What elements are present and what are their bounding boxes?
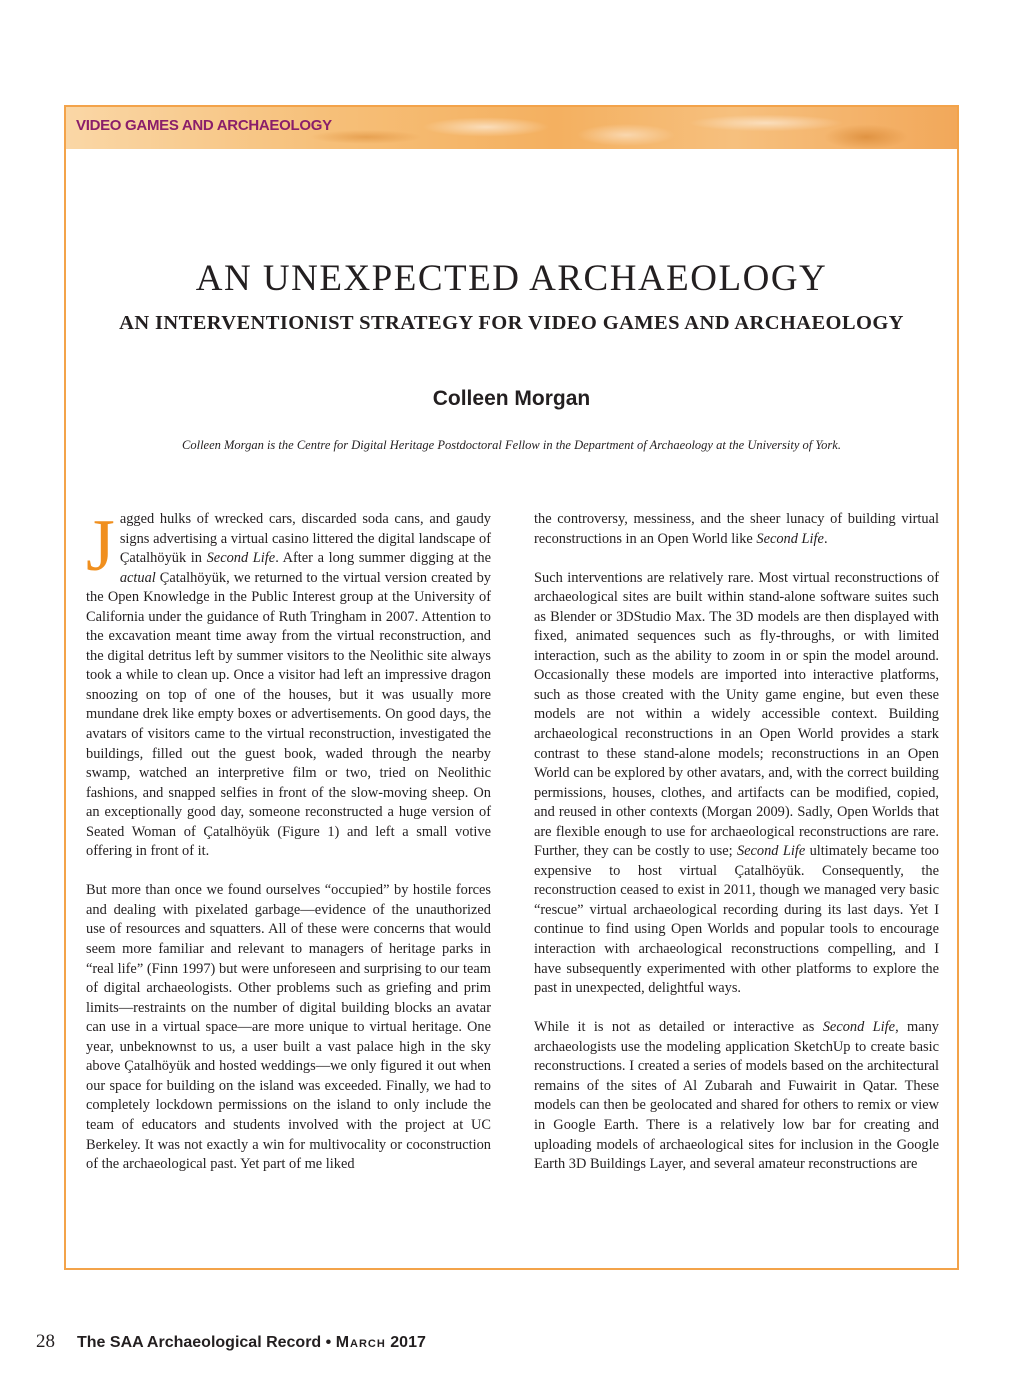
paragraph-5: While it is not as detailed or interactive as Second Life, many archaeologists use the modeling application SketchUp to create basic reconstructions. I created a series of models based on the architectural remains of the sites of Al Zubarah and Fuwairit in Qatar. These models can then be geolocated and shared for others to remix or view in Google Earth. There is a relatively low bar for creating and uploading models of archaeological sites for inclusion in the Google Earth 3D Buildings Layer, and several amateur reconstructions are: [534, 1019, 940, 1173]
paragraph-3: the controversy, messiness, and the sheer lunacy of building virtual reconstructions in an Open World like Second Life.: [534, 511, 939, 547]
body-column-left: [86, 505, 491, 1175]
section-banner: [66, 107, 957, 149]
issue-year: 2017: [390, 1334, 426, 1351]
paragraph-4: Such interventions are relatively rare. Most virtual reconstructions of archaeological sites are built within stand-alone software suites such as Blender or 3DStudio Max. The 3D models are then displayed with fixed, animated sequences such as fly-throughs, or with limited interaction, such as the ability to zoom in or spin the model around. Occasionally these models are imported into interactive platforms, such as those created with the Unity game engine, but even these models are not within a widely accessible context. Building archaeological reconstructions in an Open World provides a stark contrast to these stand-alone models; reconstructions in an Open World can be explored by other avatars, and, with the correct building permissions, houses, clothes, and artifacts can be modified, copied, and reused in other contexts (Morgan 2009). Sadly, Open Worlds that are flexible enough to use for archaeological reconstructions are rare. Further, they can be costly to use; Second Life ultimately became too expensive to host virtual Çatalhöyük. Consequently, the reconstruction ceased to exist in 2011, though we managed very basic “rescue” virtual archaeological recording during its last days. Yet I continue to find using Open Worlds and popular tools to encourage interaction with archaeological reconstructions compelling, and I have subsequently experimented with other platforms to explore the past in unexpected, delightful ways.: [534, 569, 939, 997]
body-column-right: [534, 510, 939, 1175]
footer-bullet: •: [325, 1334, 332, 1351]
page-footer: [36, 1331, 426, 1353]
author-name: Colleen Morgan: [432, 387, 591, 410]
drop-cap: J: [86, 505, 115, 587]
paragraph-2: But more than once we found ourselves “occupied” by hostile forces and dealing with pixelated garbage—evidence of the unauthorized use of resources and squatters. All of these were concerns that would seem more familiar and relevant to managers of heritage parks in “real life” (Finn 1997) but were unforeseen and surprising to our team of digital archaeologists. Other problems such as griefing and prim limits—restraints on the number of digital building blocks an avatar can use in a virtual space—are more unique to virtual heritage. One year, unbeknownst to us, a user built a vast palace high in the sky above Çatalhöyük and hosted weddings—we only figured it out when our space for building on the island was exceeded. Finally, we had to completely lockdown permissions on the island to only include the team of educators and students involved with the project at UC Berkeley. It was not exactly a win for multivocality or coconstruction of the archaeological past. Yet part of me liked: [86, 882, 491, 1173]
article-title: AN UNEXPECTED ARCHAEOLOGY: [195, 258, 828, 299]
paragraph-1: Jagged hulks of wrecked cars, discarded soda cans, and gaudy signs advertising a virtual casino littered the digital landscape of Çatalhöyük in Second Life. After a long summer digging at the actual Çatalhöyük, we returned to the virtual version created by the Open Knowledge in the Public Interest group at the University of California under the guidance of Ruth Tringham in 2007. Attention to the excavation meant time away from the virtual reconstruction, and the digital detritus left by summer visitors to the Neolithic site always took a while to clean up. Once a visitor had left an impressive dragon snoozing on top of one of the houses, but it was usually more mundane drek like empty boxes or advertisements. On good days, the avatars of visitors came to the virtual reconstruction, investigated the buildings, filled out the guest book, waded through the nearby swamp, watched an interpretive film or two, tried on Neolithic fashions, and snapped selfies in front of the slow-moving sheep. On an exceptionally good day, someone reconstructed a huge version of Seated Woman of Çatalhöyük (Figure 1) and left a small votive offering in front of it.: [86, 505, 491, 860]
publication-name: The SAA Archaeological Record: [77, 1334, 322, 1351]
page-number: 28: [36, 1331, 55, 1352]
author-affiliation: Colleen Morgan is the Centre for Digital Heritage Postdoctoral Fellow in the Department of Archaeology at the University of York.: [182, 438, 841, 452]
article-subtitle: AN INTERVENTIONIST STRATEGY FOR VIDEO GAMES AND ARCHAEOLOGY: [119, 312, 904, 334]
section-label: VIDEO GAMES AND ARCHAEOLOGY: [76, 117, 332, 134]
issue-month: March: [335, 1334, 386, 1351]
article-frame: [64, 105, 959, 1270]
